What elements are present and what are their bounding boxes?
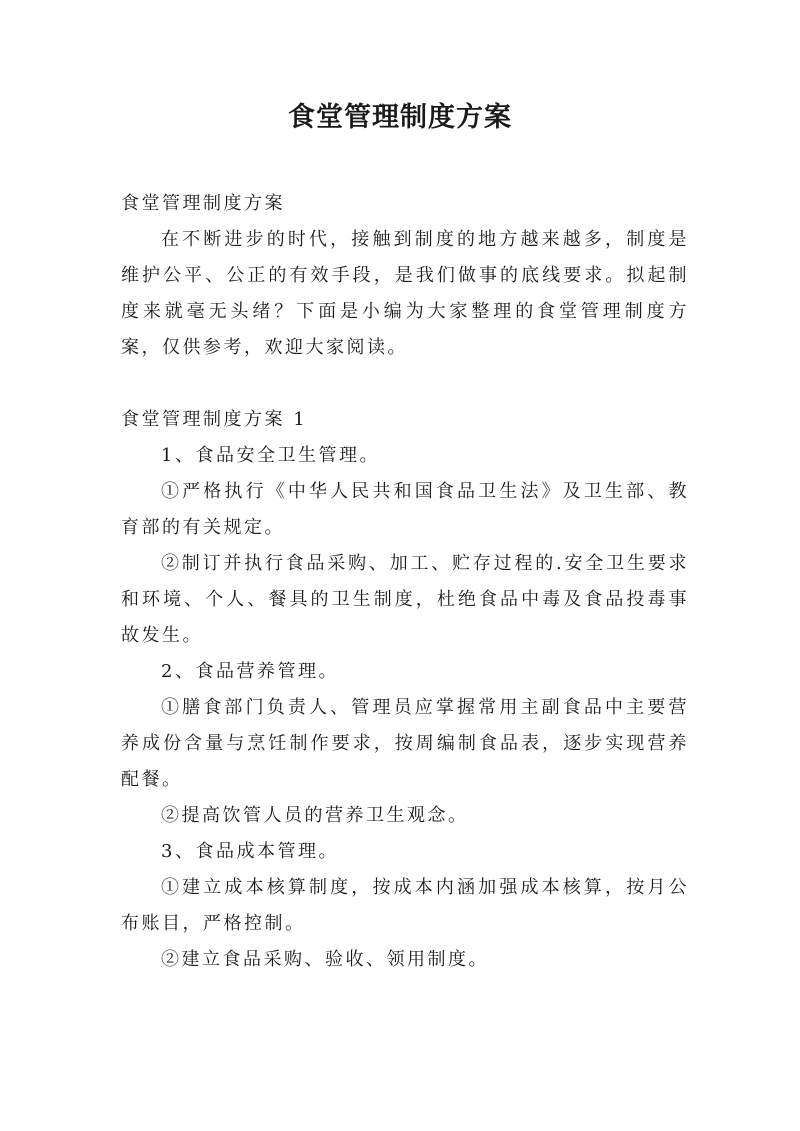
item-food-safety-2: ②制订并执行食品采购、加工、贮存过程的.安全卫生要求和环境、个人、餐具的卫生制度，杜绝食品中毒及食品投毒事故发生。 — [121, 553, 689, 646]
document-title: 食堂管理制度方案 — [288, 102, 512, 133]
item-heading-nutrition: 2、食品营养管理。 — [161, 661, 339, 682]
item-cost-2: ②建立食品采购、验收、领用制度。 — [161, 949, 489, 970]
item-nutrition-2: ②提高饮管人员的营养卫生观念。 — [161, 805, 469, 826]
section-heading: 食堂管理制度方案 — [121, 193, 285, 214]
item-heading-food-safety: 1、食品安全卫生管理。 — [161, 445, 380, 466]
item-nutrition-1: ①膳食部门负责人、管理员应掌握常用主副食品中主要营养成份含量与烹饪制作要求，按周编制食品表，逐步实现营养配餐。 — [121, 697, 689, 790]
item-food-safety-1: ①严格执行《中华人民共和国食品卫生法》及卫生部、教育部的有关规定。 — [121, 481, 689, 538]
intro-paragraph: 在不断进步的时代，接触到制度的地方越来越多，制度是维护公平、公正的有效手段，是我们做事的底线要求。拟起制度来就毫无头绪？下面是小编为大家整理的食堂管理制度方案，仅供参考，欢迎大家阅读。 — [121, 229, 689, 358]
document-body — [121, 186, 689, 978]
plan-heading: 食堂管理制度方案 1 — [121, 409, 308, 430]
paragraph-spacer — [121, 366, 689, 402]
item-heading-cost: 3、食品成本管理。 — [161, 841, 339, 862]
item-cost-1: ①建立成本核算制度，按成本内涵加强成本核算，按月公布账目，严格控制。 — [121, 877, 689, 934]
